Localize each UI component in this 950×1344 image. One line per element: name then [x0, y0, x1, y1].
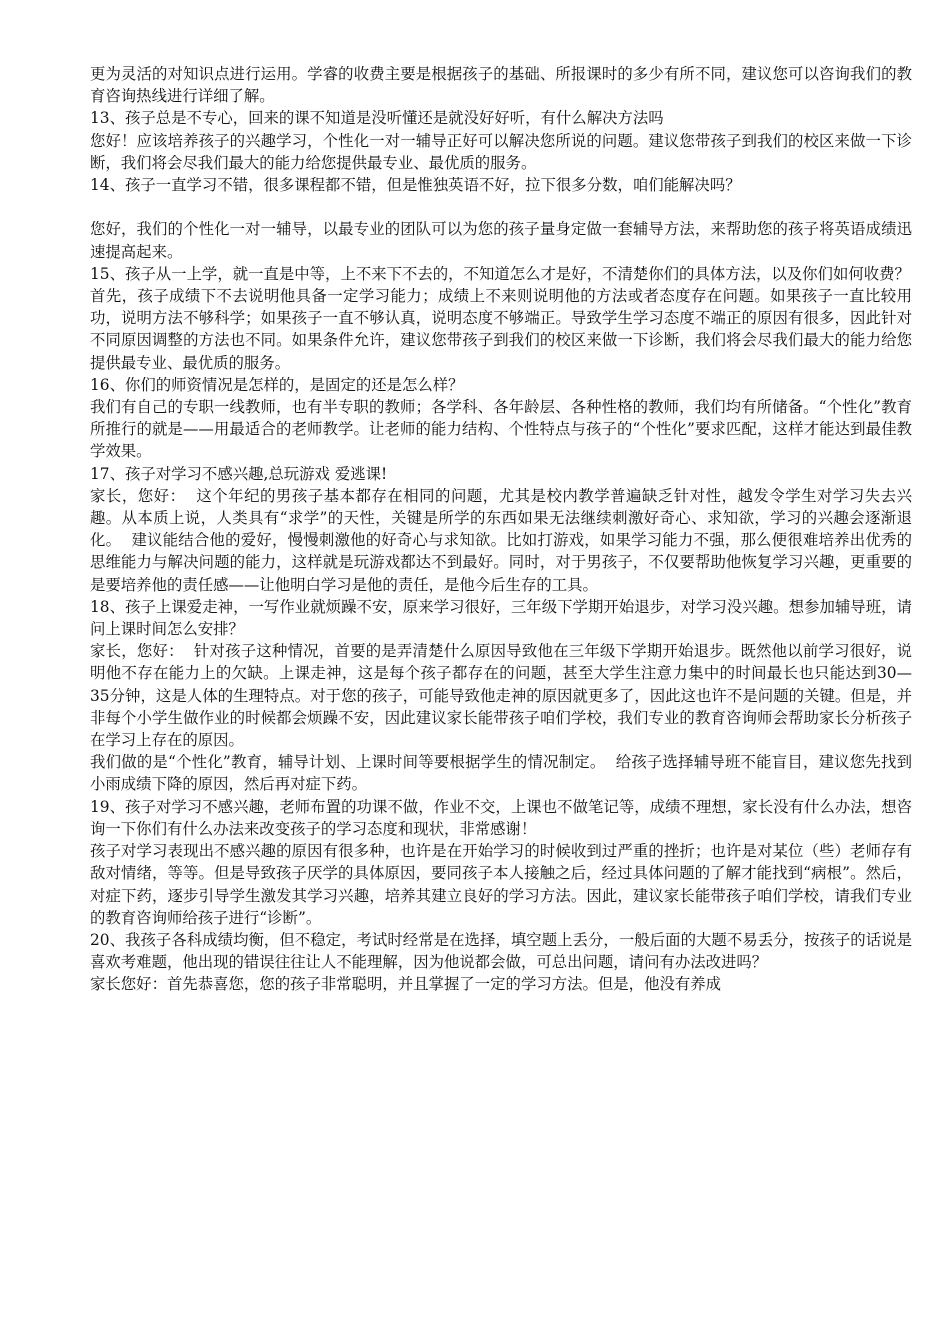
paragraph-intro: 更为灵活的对知识点进行运用。学睿的收费主要是根据孩子的基础、所报课时的多少有所不同，建议您可以咨询我们的教育咨询热线进行详细了解。 — [90, 65, 912, 106]
question-14: 14、孩子一直学习不错，很多课程都不错，但是惟独英语不好，拉下很多分数，咱们能解决吗？ — [90, 176, 741, 195]
answer-15: 首先，孩子成绩下不去说明他具备一定学习能力；成绩上不来则说明他的方法或者态度存在问题。如果孩子一直比较用功，说明方法不够科学；如果孩子一直不够认真，说明态度不够端正。导致学生学习态度不端正的原因有很多，因此针对不同原因调整的方法也不同。如果条件允许，建议您带孩子到我们的校区来做一下诊断，我们将会尽我们最大的能力给您提供最专业、最优质的服务。 — [90, 287, 912, 372]
question-20: 20、我孩子各科成绩均衡，但不稳定，考试时经常是在选择，填空题上丢分，一般后面的大题不易丢分，按孩子的话说是喜欢考难题，他出现的错误往往让人不能理解，因为他说都会做，可总出问题，请问有办法改进吗？ — [90, 930, 912, 972]
answer-18-continued: 我们做的是“个性化”教育，辅导计划、上课时间等要根据学生的情况制定。 给孩子选择辅导班不能盲目，建议您先找到小雨成绩下降的原因，然后再对症下药。 — [90, 753, 912, 794]
answer-16: 我们有自己的专职一线教师，也有半专职的教师；各学科、各年龄层、各种性格的教师，我们均有所储备。“个性化”教育所推行的就是——用最适合的老师教学。让老师的能力结构、个性特点与孩子的“个性化”要求匹配，这样才能达到最佳教学效果。 — [90, 398, 912, 461]
answer-17: 家长，您好： 这个年纪的男孩子基本都存在相同的问题，尤其是校内教学普遍缺乏针对性，越发令学生对学习失去兴趣。从本质上说，人类具有“求学”的天性，关键是所学的东西如果无法继续刺激好奇心、求知欲，学习的兴趣会逐渐退化。 建议能结合他的爱好，慢慢刺激他的好奇心与求知欲。比如打游戏，如果学习能力不强，那么便很难培养出优秀的思维能力与解决问题的能力，这样就是玩游戏都达不到最好。同时，对于男孩子，不仅要帮助他恢复学习兴趣，更重要的是要培养他的责任感——让他明白学习是他的责任，是他今后生存的工具。 — [90, 486, 912, 594]
answer-18: 家长，您好： 针对孩子这种情况，首要的是弄清楚什么原因导致他在三年级下学期开始退步。既然他以前学习很好，说明他不存在能力上的欠缺。上课走神，这是每个孩子都存在的问题，甚至大学生注意力集中的时间最长也只能达到30—35分钟，这是人体的生理特点。对于您的孩子，可能导致他走神的原因就更多了，因此这也许不是问题的关键。但是，并非每个小学生做作业的时候都会烦躁不安，因此建议家长能带孩子咱们学校，我们专业的教育咨询师会帮助家长分析孩子在学习上存在的原因。 — [90, 642, 912, 750]
document-page — [90, 63, 912, 996]
question-17: 17、孩子对学习不感兴趣,总玩游戏 爱逃课! — [90, 464, 388, 483]
question-19: 19、孩子对学习不感兴趣，老师布置的功课不做，作业不交，上课也不做笔记等，成绩不理想，家长没有什么办法，想咨询一下你们有什么办法来改变孩子的学习态度和现状，非常感谢！ — [90, 797, 912, 838]
question-16: 16、你们的师资情况是怎样的，是固定的还是怎么样？ — [90, 375, 464, 394]
answer-13: 您好！应该培养孩子的兴趣学习，个性化一对一辅导正好可以解决您所说的问题。建议您带孩子到我们的校区来做一下诊断，我们将会尽我们最大的能力给您提供最专业、最优质的服务。 — [90, 131, 912, 172]
question-18: 18、孩子上课爱走神，一写作业就烦躁不安，原来学习很好，三年级下学期开始退步，对学习没兴趣。想参加辅导班，请问上课时间怎么安排？ — [90, 597, 912, 639]
answer-20: 家长您好：首先恭喜您，您的孩子非常聪明，并且掌握了一定的学习方法。但是，他没有养成 — [90, 975, 722, 994]
answer-14: 您好，我们的个性化一对一辅导，以最专业的团队可以为您的孩子量身定做一套辅导方法，来帮助您的孩子将英语成绩迅速提高起来。 — [90, 220, 912, 261]
question-13: 13、孩子总是不专心，回来的课不知道是没听懂还是就没好好听，有什么解决方法吗 — [90, 109, 664, 128]
answer-19: 孩子对学习表现出不感兴趣的原因有很多种，也许是在开始学习的时候收到过严重的挫折；也许是对某位（些）老师存有敌对情绪，等等。但是导致孩子厌学的具体原因，要同孩子本人接触之后，经过具体问题的了解才能找到“病根”。然后，对症下药，逐步引导学生激发其学习兴趣，培养其建立良好的学习方法。因此，建议家长能带孩子咱们学校，请我们专业的教育咨询师给孩子进行“诊断”。 — [90, 842, 912, 927]
blank-line — [90, 196, 912, 218]
question-15: 15、孩子从一上学，就一直是中等，上不来下不去的，不知道怎么才是好，不清楚你们的具体方法，以及你们如何收费？ — [90, 264, 910, 283]
